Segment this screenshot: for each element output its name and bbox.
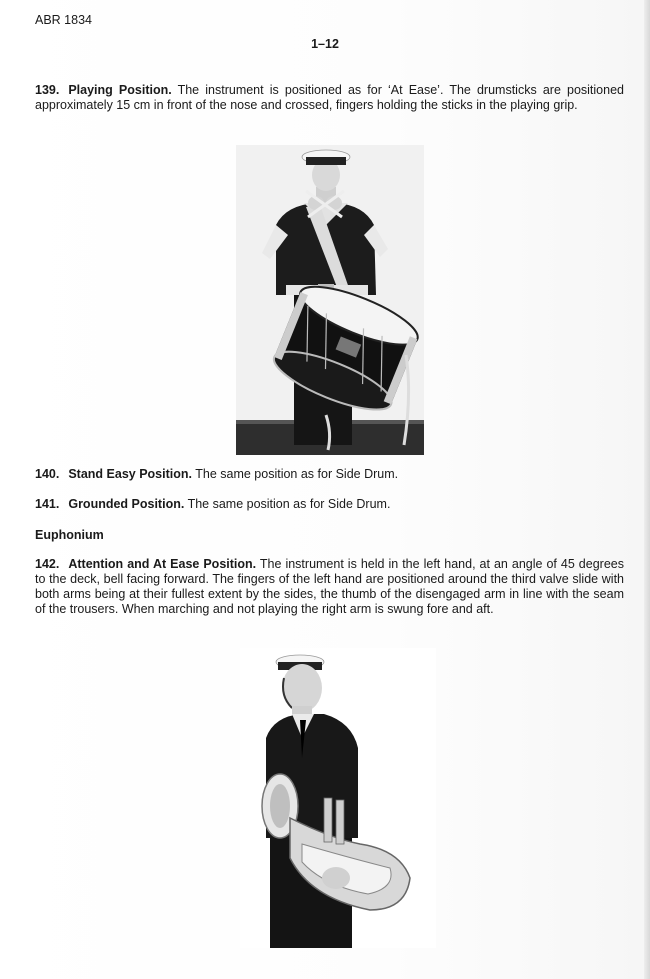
paragraph-number: 141. — [35, 497, 60, 511]
paragraph-text: The same position as for Side Drum. — [195, 467, 399, 481]
page-number: 1–12 — [311, 37, 339, 51]
drummer-illustration — [236, 145, 424, 455]
paragraph-text: The instrument is held in the left hand, at an angle of 45 degrees to the deck, bell facing forward. The fingers of the left hand are positioned around the third valve slide with both arms being at their fullest extent by the sides, the thumb of the disengaged arm in line with the seam of the trousers. When marching and not playing the right arm is swung fore and aft. — [35, 557, 624, 616]
paragraph-number: 139. — [35, 83, 60, 97]
section-heading-euphonium: Euphonium — [35, 528, 104, 542]
euphonium-player-illustration — [240, 648, 436, 948]
paragraph-text: The instrument is positioned as for ‘At Ease’. The drumsticks are positioned approximately 15 cm in front of the nose and crossed, fingers holding the sticks in the playing grip. — [35, 83, 624, 112]
paragraph-heading: Playing Position. — [68, 83, 172, 97]
paragraph-140 — [35, 467, 624, 482]
paragraph-heading: Stand Easy Position. — [68, 467, 192, 481]
document-reference: ABR 1834 — [35, 13, 92, 27]
paragraph-heading: Grounded Position. — [68, 497, 185, 511]
euphonium-attention-position-photo — [240, 648, 436, 948]
paragraph-139 — [35, 83, 624, 113]
page-edge-shadow — [644, 0, 650, 979]
paragraph-141 — [35, 497, 624, 512]
paragraph-number: 140. — [35, 467, 60, 481]
paragraph-text: The same position as for Side Drum. — [187, 497, 391, 511]
drummer-playing-position-photo — [236, 145, 424, 455]
paragraph-heading: Attention and At Ease Position. — [68, 557, 257, 571]
paragraph-number: 142. — [35, 557, 60, 571]
paragraph-142 — [35, 557, 624, 617]
